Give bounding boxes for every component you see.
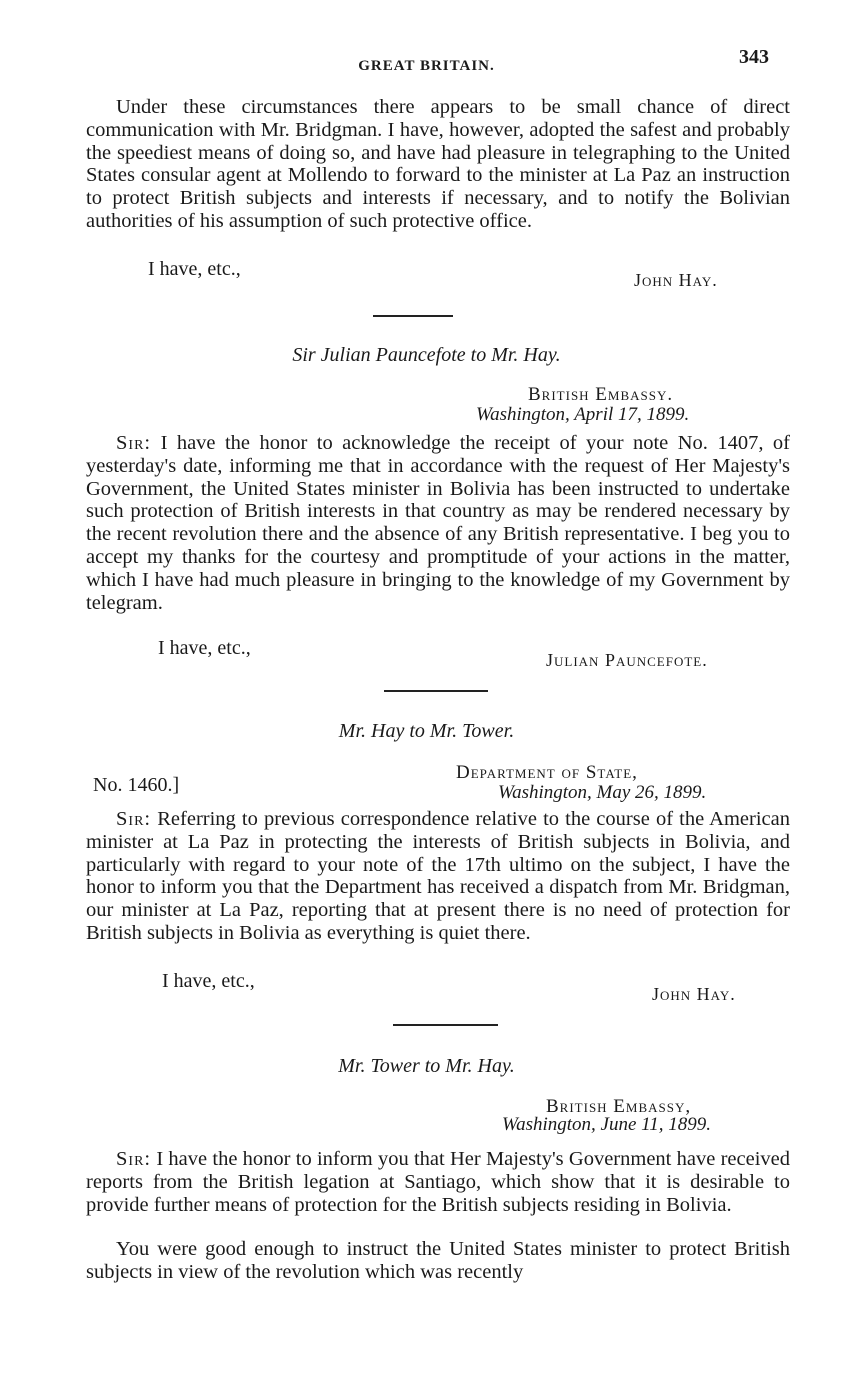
letter2-date: Washington, April 17, 1899.	[476, 404, 690, 425]
letter2-salutation: Sir:	[116, 432, 152, 454]
letter3-date: Washington, May 26, 1899.	[498, 782, 707, 803]
letter1-body: Under these circumstances there appears to be small chance of direct communication with Mr. Bridgman. I have, however, adopted the safest and probably the speediest means of doing so, and have had pleasure in telegraphing to the United States consular agent at Mollendo to forward to the minister at La Paz an instruction to protect British subjects and interests if necessary, and to notify the Bolivian authorities of his assumption of such protective office.	[86, 96, 790, 232]
letter2-heading: Sir Julian Pauncefote to Mr. Hay.	[292, 344, 561, 366]
letter3-signature: John Hay.	[652, 984, 736, 1004]
section-divider	[393, 1024, 498, 1026]
letter2-body: Sir: I have the honor to acknowledge the receipt of your note No. 1407, of yesterday's date, informing me that in accordance with the request of Her Majesty's Government, the United States minister in Bolivia has been instructed to undertake such protection of British interests in that country as may be rendered necessary by the recent revolution there and the absence of any British representative. I beg you to accept my thanks for the courtesy and promptitude of your actions in the matter, which I have had much pleasure in bringing to the knowledge of my Government by telegram.	[86, 432, 791, 614]
letter4-body-continued: You were good enough to instruct the United States minister to protect British subjects in view of the revolution which was recently	[86, 1238, 790, 1283]
letter1-signature: John Hay.	[634, 270, 718, 290]
letter3-number: No. 1460.]	[93, 774, 180, 796]
letter4-salutation: Sir:	[116, 1148, 152, 1170]
letter3-salutation: Sir:	[116, 808, 152, 830]
letter2-signature: Julian Pauncefote.	[546, 650, 708, 670]
letter2-place: British Embassy.	[528, 384, 674, 405]
letter4-body: Sir: I have the honor to inform you that Her Majesty's Government have received reports from the British legation at Santiago, which show that it is desirable to provide further means of protection for the British subjects residing in Bolivia.	[86, 1148, 790, 1216]
letter4-heading: Mr. Tower to Mr. Hay.	[338, 1055, 515, 1077]
section-divider	[373, 315, 453, 317]
letter4-date: Washington, June 11, 1899.	[502, 1114, 711, 1135]
letter3-body: Sir: Referring to previous correspondence relative to the course of the American minister at La Paz in protecting the interests of British subjects in Bolivia, and particularly with regard to your note of the 17th ultimo on the subject, I have the honor to inform you that the Department has received a dispatch from Mr. Bridgman, our minister at La Paz, reporting that at present there is no need of protection for British subjects in Bolivia as everything is quiet there.	[86, 808, 791, 944]
letter2-closing: I have, etc.,	[158, 637, 251, 659]
page-number: 343	[739, 46, 769, 68]
letter3-closing: I have, etc.,	[162, 970, 255, 992]
letter3-heading: Mr. Hay to Mr. Tower.	[338, 720, 515, 742]
letter1-closing: I have, etc.,	[148, 258, 241, 280]
section-divider	[384, 690, 488, 692]
letter3-place: Department of State,	[456, 762, 638, 783]
running-header: GREAT BRITAIN.	[358, 58, 495, 74]
letter4-place: British Embassy,	[546, 1096, 692, 1117]
